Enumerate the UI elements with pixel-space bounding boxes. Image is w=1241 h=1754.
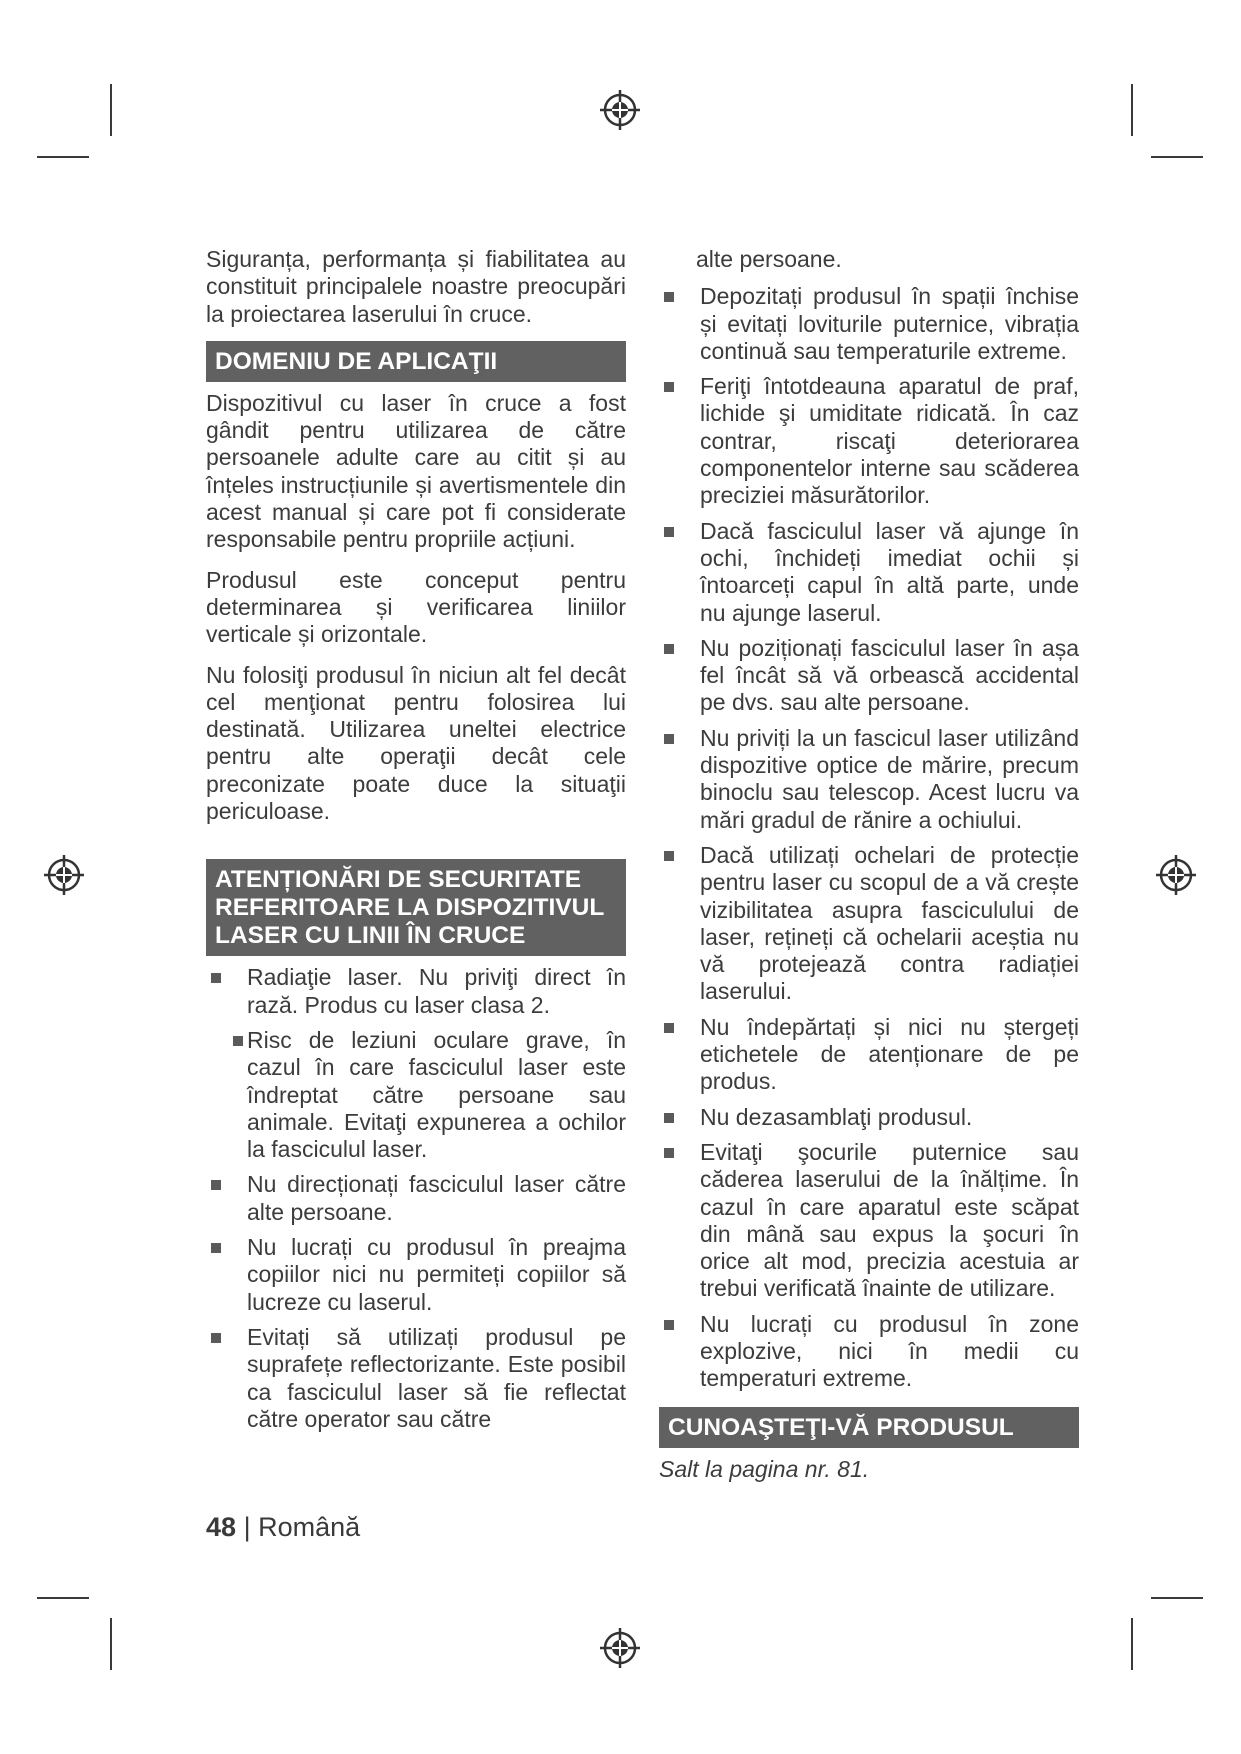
list-item: Feriţi întotdeauna aparatul de praf, lichide şi umiditate ridicată. În caz contrar, riscaţi deteriorarea componentelor interne sau scăderea preciziei măsurătorilor. xyxy=(659,373,1079,509)
crosshair-registration-icon xyxy=(598,1626,642,1670)
domain-paragraph: Dispozitivul cu laser în cruce a fost gândit pentru utilizarea de către persoanele adulte care au citit și au înțeles instrucțiunile și avertismentele din acest manual și care pot fi considerate responsabile pentru propriile acțiuni. xyxy=(206,389,626,553)
square-bullet-icon xyxy=(664,382,674,392)
square-bullet-icon xyxy=(211,1333,221,1343)
square-bullet-icon xyxy=(233,1036,243,1046)
crosshair-registration-icon xyxy=(1154,853,1198,897)
list-item: Risc de leziuni oculare grave, în cazul în care fasciculul laser este îndreptat către persoane sau animale. Evitaţi expunerea a ochilor la fasciculul laser. xyxy=(206,1027,626,1163)
list-item: Nu îndepărtați și nici nu ștergeți etichetele de atenționare de pe produs. xyxy=(659,1014,1079,1096)
domain-heading: DOMENIU DE APLICAŢII xyxy=(206,341,626,382)
square-bullet-icon xyxy=(664,292,674,302)
safety-heading: ATENȚIONĂRI DE SECURITATE REFERITOARE LA DISPOZITIVUL LASER CU LINII ÎN CRUCE xyxy=(206,859,626,956)
page-footer xyxy=(206,1512,360,1543)
square-bullet-icon xyxy=(664,1320,674,1330)
right-bullet-list xyxy=(659,283,1079,1392)
square-bullet-icon xyxy=(664,1148,674,1158)
list-item: Nu priviți la un fascicul laser utilizând dispozitive optice de mărire, precum binoclu sau telescop. Acest lucru va mări gradul de rănire a ochiului. xyxy=(659,725,1079,834)
square-bullet-icon xyxy=(211,1180,221,1190)
product-note: Salt la pagina nr. 81. xyxy=(659,1455,870,1482)
crop-mark-top-left-vertical xyxy=(110,84,112,136)
page-number: 48 xyxy=(206,1512,237,1542)
list-item: Nu direcționați fasciculul laser către alte persoane. xyxy=(206,1171,626,1226)
crop-mark-top-left-horizontal xyxy=(37,156,89,158)
list-item: Nu lucrați cu produsul în preajma copiilor nici nu permiteți copiilor să lucreze cu laserul. xyxy=(206,1234,626,1316)
crosshair-registration-icon xyxy=(42,853,86,897)
continuation-text: alte persoane. xyxy=(696,246,842,272)
square-bullet-icon xyxy=(211,973,221,983)
domain-paragraph: Produsul este conceput pentru determinarea și verificarea liniilor verticale și orizontale. xyxy=(206,566,626,648)
list-item: Depozitați produsul în spații închise și evitați loviturile puternice, vibrația continuă sau temperaturile extreme. xyxy=(659,283,1079,365)
safety-bullet-list xyxy=(206,964,626,1433)
square-bullet-icon xyxy=(664,851,674,861)
list-item: Dacă fasciculul laser vă ajunge în ochi, închideți imediat ochii și întoarceți capul în altă parte, unde nu ajunge laserul. xyxy=(659,518,1079,627)
list-item: Radiaţie laser. Nu priviţi direct în rază. Produs cu laser clasa 2. xyxy=(206,964,626,1019)
square-bullet-icon xyxy=(664,644,674,654)
crop-mark-top-right-horizontal xyxy=(1151,156,1203,158)
list-item: Nu dezasamblaţi produsul. xyxy=(659,1104,1079,1131)
product-heading: CUNOAŞTEŢI-VĂ PRODUSUL xyxy=(659,1407,1079,1448)
crop-mark-top-right-vertical xyxy=(1131,84,1133,136)
square-bullet-icon xyxy=(211,1243,221,1253)
right-column xyxy=(659,246,1079,1483)
footer-language: Română xyxy=(258,1512,361,1542)
list-item: Evitați să utilizați produsul pe suprafețe reflectorizante. Este posibil ca fasciculul laser să fie reflectat către operator sau către xyxy=(206,1324,626,1433)
square-bullet-icon xyxy=(664,1113,674,1123)
list-item: Dacă utilizați ochelari de protecție pentru laser cu scopul de a vă crește vizibilitatea asupra fasciculului de laser, rețineți că ochelarii aceștia nu vă protejează contra radiației laserului. xyxy=(659,842,1079,1006)
footer-separator: | xyxy=(243,1512,251,1542)
crop-mark-bottom-left-vertical xyxy=(110,1618,112,1670)
list-item: Evitaţi şocurile puternice sau căderea laserului de la înălțime. În cazul în care aparatul este scăpat din mână sau expus la şocuri în orice alt mod, precizia acestuia ar trebui verificată înainte de utilizare. xyxy=(659,1139,1079,1303)
square-bullet-icon xyxy=(664,734,674,744)
intro-paragraph: Siguranța, performanța și fiabilitatea au constituit principalele noastre preocupări la proiectarea laserului în cruce. xyxy=(206,246,626,327)
crosshair-registration-icon xyxy=(598,88,642,132)
crop-mark-bottom-right-horizontal xyxy=(1151,1597,1203,1599)
crop-mark-bottom-left-horizontal xyxy=(37,1597,89,1599)
square-bullet-icon xyxy=(664,527,674,537)
list-item: Nu poziționați fasciculul laser în așa fel încât să vă orbească accidental pe dvs. sau alte persoane. xyxy=(659,635,1079,717)
domain-paragraph: Nu folosiţi produsul în niciun alt fel decât cel menţionat pentru folosirea lui destinată. Utilizarea uneltei electrice pentru alte operaţii decât cele preconizate poate duce la situaţii periculoase. xyxy=(206,661,626,825)
list-item: Nu lucrați cu produsul în zone explozive, nici în medii cu temperaturi extreme. xyxy=(659,1311,1079,1393)
square-bullet-icon xyxy=(664,1023,674,1033)
crop-mark-bottom-right-vertical xyxy=(1131,1618,1133,1670)
left-column xyxy=(206,246,626,1441)
